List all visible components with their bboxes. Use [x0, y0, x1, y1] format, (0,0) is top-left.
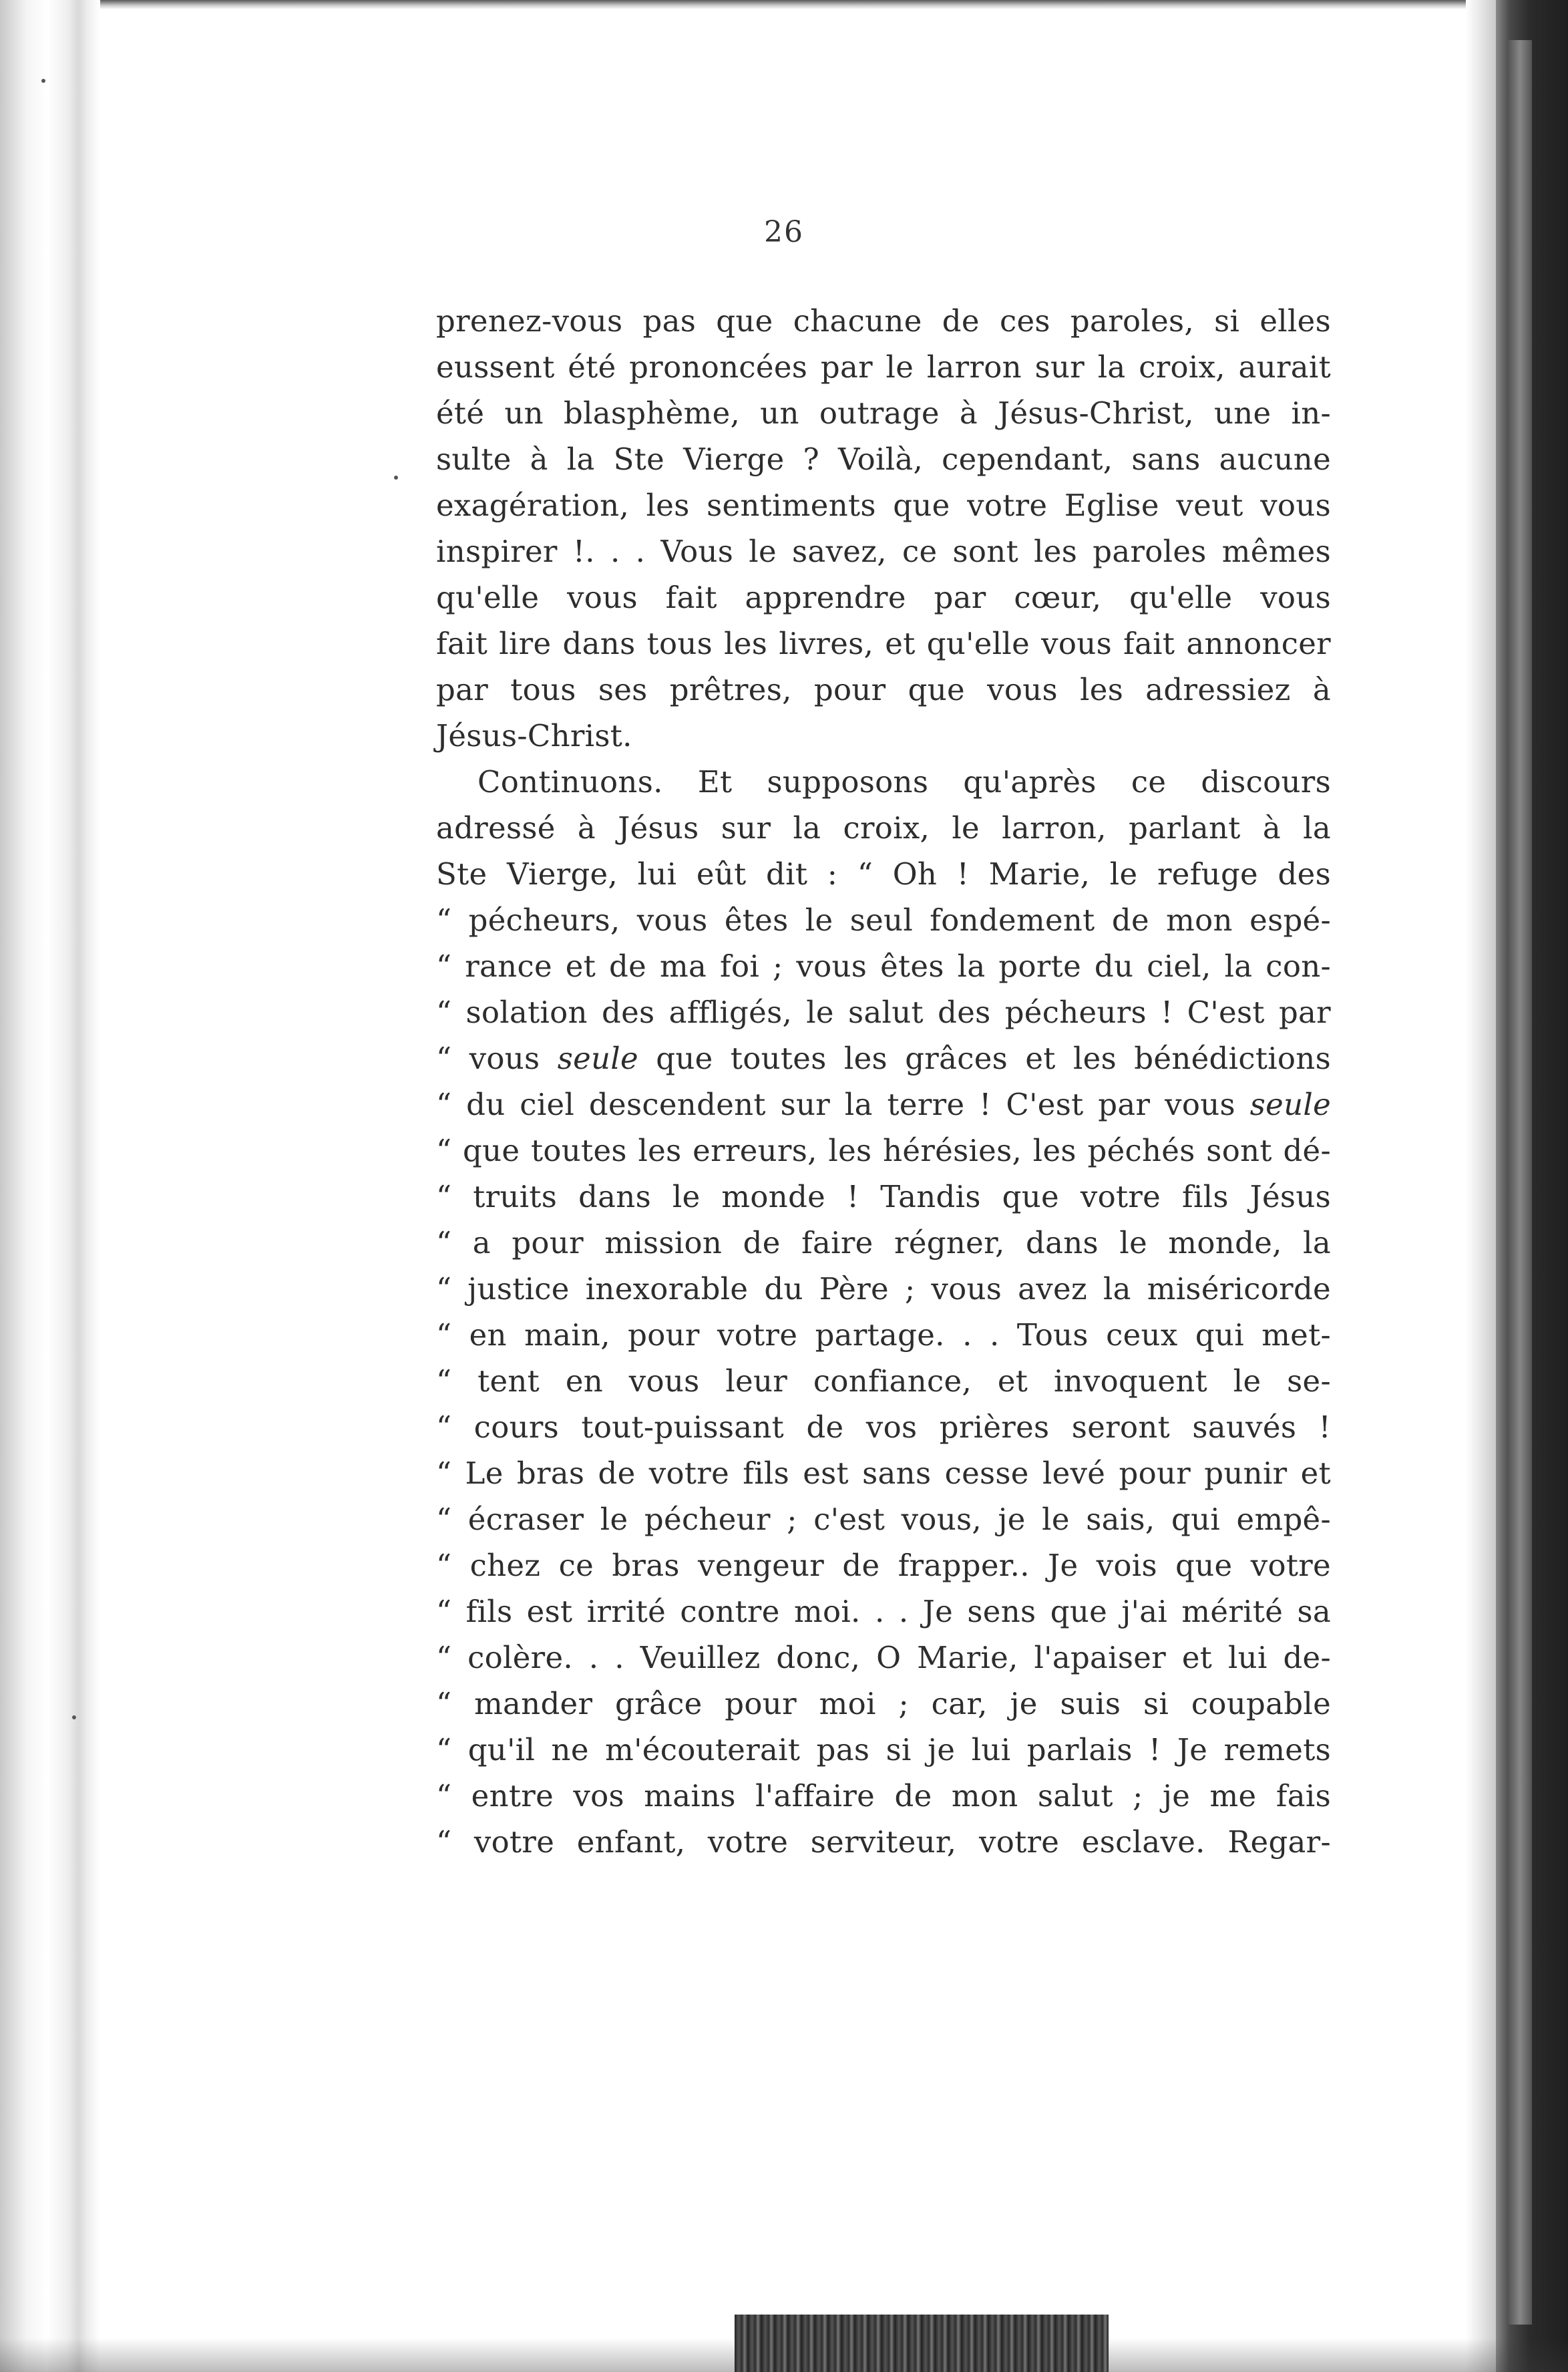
text-line: “ votre enfant, votre serviteur, votre esclave. Regar-: [436, 1824, 1331, 1860]
text-line: “ pécheurs, vous êtes le seul fondement de mon espé-: [436, 902, 1331, 938]
text-line-with-emphasis: [436, 1035, 1331, 1081]
text-line: eussent été prononcées par le larron sur la croix, aurait: [436, 349, 1331, 385]
text-line: adressé à Jésus sur la croix, le larron, parlant à la: [436, 810, 1331, 846]
dust-speck: [394, 476, 398, 480]
text-line: qu'elle vous fait apprendre par cœur, qu'elle vous: [436, 580, 1331, 615]
text-line: “ rance et de ma foi ; vous êtes la porte du ciel, la con-: [436, 949, 1331, 984]
text-line: “ Le bras de votre fils est sans cesse levé pour punir et: [436, 1456, 1331, 1491]
text-line: “ tent en vous leur confiance, et invoquent le se-: [436, 1363, 1331, 1399]
text-line: inspirer !. . . Vous le savez, ce sont les paroles mêmes: [436, 534, 1331, 569]
text-line: été un blasphème, un outrage à Jésus-Christ, une in-: [436, 395, 1331, 431]
text-line: par tous ses prêtres, pour que vous les adressiez à: [436, 672, 1331, 707]
text-line: prenez-vous pas que chacune de ces paroles, si elles: [436, 303, 1331, 339]
text-line: “ colère. . . Veuillez donc, O Marie, l'apaiser et lui de-: [436, 1640, 1331, 1675]
dust-speck: [41, 79, 45, 83]
text-line-with-emphasis: [436, 1081, 1331, 1128]
text-line: exagération, les sentiments que votre Eglise veut vous: [436, 488, 1331, 523]
text-line: Ste Vierge, lui eût dit : “ Oh ! Marie, le refuge des: [436, 856, 1331, 892]
text-run: “ vous: [436, 1041, 558, 1076]
text-line: “ cours tout-puissant de vos prières seront sauvés !: [436, 1409, 1331, 1445]
scan-left-margin-shadow: [0, 0, 100, 2372]
book-binding-edge: [1496, 0, 1568, 2372]
text-line: “ qu'il ne m'écouterait pas si je lui parlais ! Je remets: [436, 1732, 1331, 1767]
binding-strip: [1508, 40, 1532, 2325]
page-number: 26: [764, 215, 804, 249]
text-line: “ fils est irrité contre moi. . . Je sens que j'ai mérité sa: [436, 1594, 1331, 1629]
text-line: “ solation des affligés, le salut des pécheurs ! C'est par: [436, 995, 1331, 1030]
text-line: fait lire dans tous les livres, et qu'elle vous fait annoncer: [436, 626, 1331, 661]
text-line: “ chez ce bras vengeur de frapper.. Je vois que votre: [436, 1548, 1331, 1583]
text-line: “ écraser le pécheur ; c'est vous, je le sais, qui empê-: [436, 1502, 1331, 1537]
text-line: “ justice inexorable du Père ; vous avez la miséricorde: [436, 1271, 1331, 1307]
text-run: que toutes les grâces et les bénédictions: [638, 1041, 1331, 1076]
page-fold-shadow: [1466, 0, 1496, 2372]
paragraph-start-line: Continuons. Et supposons qu'après ce discours: [477, 764, 1331, 800]
text-line: “ a pour mission de faire régner, dans le monde, la: [436, 1225, 1331, 1260]
body-text: [436, 298, 1331, 1865]
text-line: “ entre vos mains l'affaire de mon salut ; je me fais: [436, 1778, 1331, 1814]
text-line: “ truits dans le monde ! Tandis que votre fils Jésus: [436, 1179, 1331, 1214]
paragraph-end-line: Jésus-Christ.: [436, 718, 632, 753]
text-line: “ mander grâce pour moi ; car, je suis si coupable: [436, 1686, 1331, 1721]
text-line: sulte à la Ste Vierge ? Voilà, cependant, sans aucune: [436, 442, 1331, 477]
emphasized-word: seule: [1249, 1087, 1331, 1122]
dust-speck: [72, 1715, 76, 1719]
text-run: “ du ciel descendent sur la terre ! C'est par vous: [436, 1087, 1250, 1122]
scan-top-edge: [0, 0, 1568, 9]
text-line: “ que toutes les erreurs, les hérésies, les péchés sont dé-: [436, 1133, 1331, 1168]
emphasized-word: seule: [557, 1041, 638, 1076]
text-line: “ en main, pour votre partage. . . Tous ceux qui met-: [436, 1317, 1331, 1353]
scan-bottom-artifact: [735, 2315, 1109, 2372]
